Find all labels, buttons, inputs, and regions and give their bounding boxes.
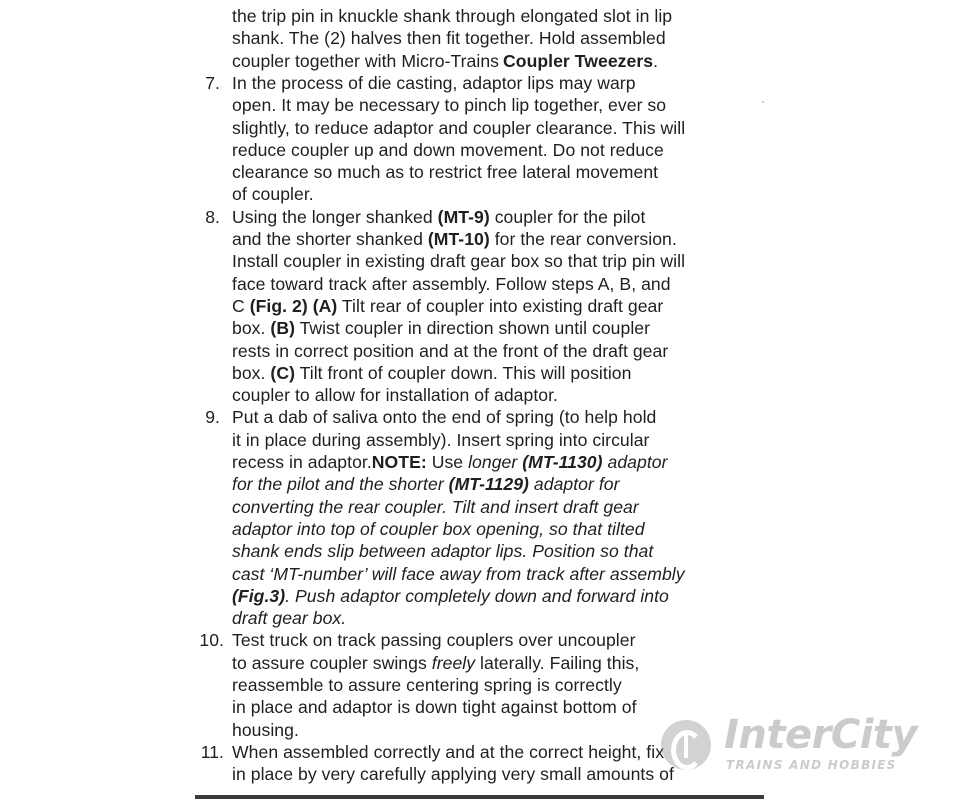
emphasis-text: (MT-1129) [448,474,529,495]
text-line: of coupler. [232,184,314,205]
emphasis-text: (C) [270,362,295,383]
text-line: housing. [232,719,299,740]
text-segment: box. [232,318,271,339]
text-line: shank. The (2) halves then fit together. Hold assembled [232,28,666,49]
text-line: Test truck on track passing couplers over uncoupler [232,630,636,651]
emphasis-text: (Fig.3) [232,585,286,606]
text-line: Install coupler in existing draft gear box so that trip pin will [232,251,686,272]
text-line: coupler to allow for installation of adaptor. [232,385,558,406]
text-segment: Twist coupler in direction shown until coupler [294,318,651,339]
emphasis-text: (Fig. 2) (A) [249,295,338,316]
text-line: in place and adaptor is down tight against bottom of [232,697,637,718]
step-number: 10. [199,630,224,651]
emphasis-text: (MT-10) [427,229,490,249]
text-line: face toward track after assembly. Follow steps A, B, and [232,273,671,294]
text-line: reduce coupler up and down movement. Do not reduce [232,139,664,160]
text-segment: Tilt front of coupler down. This will position [294,362,632,383]
italic-text: for the pilot and the shorter [232,474,449,495]
italic-text: freely [431,652,476,673]
italic-text: longer [468,452,523,472]
text-line [232,50,658,72]
text-line [232,295,663,317]
text-line: draft gear box. [232,608,347,629]
text-line: When assembled correctly and at the correct height, fix [232,741,665,762]
text-line: reassemble to assure centering spring is correctly [232,675,622,695]
scan-speck [762,101,764,103]
text-segment: for the rear conversion. [489,229,677,249]
watermark-logo [660,712,920,780]
step-number: 9. [205,407,220,428]
italic-text: adaptor [602,452,668,472]
text-line: the trip pin in knuckle shank through elongated slot in lip [232,6,673,26]
text-line [232,540,653,562]
text-line: in place by very carefully applying very small amounts of [232,764,674,785]
text-segment: coupler together with Micro-Trains [232,50,500,71]
emphasis-text: (MT-9) [437,206,490,227]
step-number: 11. [200,741,224,762]
emphasis-text: Coupler Tweezers [503,50,654,71]
text-line [232,652,639,674]
text-segment: Use [426,452,469,472]
step-number: 7. [205,72,220,93]
text-line: In the process of die casting, adaptor lips may warp [232,72,636,93]
text-line: clearance so much as to restrict free lateral movement [232,162,659,183]
text-line: Put a dab of saliva onto the end of spring (to help hold [232,407,657,428]
italic-text: adaptor for [528,474,620,495]
emphasis-text: (B) [270,318,295,339]
text-segment: laterally. Failing this, [475,652,640,673]
bottom-rule [195,795,764,799]
text-line: open. It may be necessary to pinch lip together, ever so [232,95,667,116]
text-line [232,585,669,607]
italic-text: shank ends slip between adaptor lips. Position [232,541,596,562]
text-segment: recess in adaptor. [232,452,372,472]
text-line: cast ‘MT-number’ will face away from track after assembly [232,563,685,584]
text-segment: Using the longer shanked [232,206,438,227]
text-line [232,206,645,228]
watermark-name: InterCity [724,712,918,758]
text-segment: Tilt rear of coupler into existing draft gear [337,295,664,316]
text-line [232,473,620,495]
text-segment: to assure coupler swings [232,652,432,673]
text-segment: . [653,50,659,71]
text-line [232,317,650,339]
note-label: NOTE: [371,452,427,472]
text-line: rests in correct position and at the front of the draft gear [232,340,669,361]
text-line [232,362,631,384]
step-number: 8. [205,206,220,227]
text-line: converting the rear coupler. Tilt and insert draft gear [232,496,639,517]
italic-text: . Push adaptor completely down and forward into [285,585,669,606]
text-line [232,451,668,473]
text-line [232,228,677,250]
ic-badge-icon [661,720,711,770]
text-line: it in place during assembly). Insert spring into circular [232,429,650,450]
text-line: slightly, to reduce adaptor and coupler clearance. This will [232,117,686,138]
text-line: adaptor into top of coupler box opening, so that tilted [232,518,645,539]
emphasis-text: (MT-1130) [522,452,603,472]
text-segment: box. [232,362,271,383]
text-segment: coupler for the pilot [489,206,646,227]
text-segment: and the shorter shanked [232,229,428,249]
watermark-tagline: TRAINS AND HOBBIES [726,758,897,772]
text-segment: C [232,295,250,316]
italic-text: so that [595,541,654,562]
